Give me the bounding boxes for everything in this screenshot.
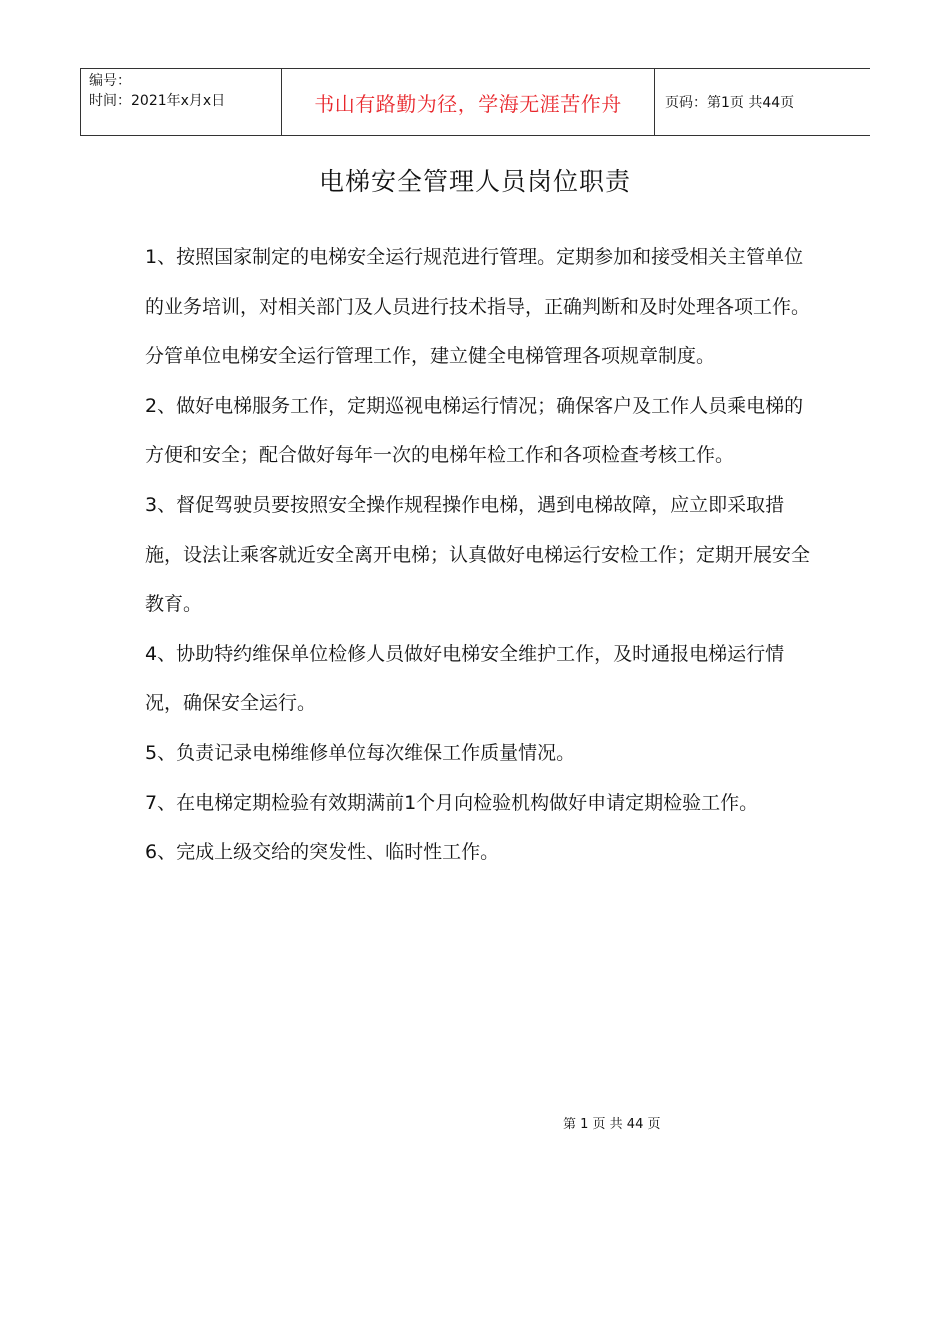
code-label: 编号： (89, 73, 131, 89)
paragraph-5: 5、负责记录电梯维修单位每次维保工作质量情况。 (145, 741, 576, 764)
paragraph-3: 3、督促驾驶员要按照安全操作规程操作电梯，遇到电梯故障，应立即采取措施，设法让乘客就近安全离开电梯；认真做好电梯运行安检工作；定期开展安全教育。 (145, 493, 811, 616)
document-title: 电梯安全管理人员岗位职责 (318, 167, 631, 196)
document-body (145, 233, 815, 878)
page-label: 页码：第1页 共44页 (665, 95, 795, 111)
time-label: 时间：2021年x月x日 (89, 93, 226, 109)
motto-text: 书山有路勤为径，学海无涯苦作舟 (314, 91, 622, 116)
footer-page-number: 第 1 页 共 44 页 (563, 1117, 661, 1132)
paragraph-4: 4、协助特约维保单位检修人员做好电梯安全维护工作，及时通报电梯运行情况，确保安全运行。 (145, 642, 785, 715)
paragraph-6: 6、完成上级交给的突发性、临时性工作。 (145, 841, 500, 864)
header-page-cell (655, 69, 870, 135)
paragraph-7: 7、在电梯定期检验有效期满前1个月向检验机构做好申请定期检验工作。 (145, 791, 759, 814)
header-meta-cell (81, 69, 282, 135)
header-table (80, 68, 870, 136)
paragraph-1: 1、按照国家制定的电梯安全运行规范进行管理。定期参加和接受相关主管单位的业务培训，对相关部门及人员进行技术指导，正确判断和及时处理各项工作。分管单位电梯安全运行管理工作，建立健全电梯管理各项规章制度。 (145, 246, 811, 368)
header-motto-cell (282, 69, 655, 135)
paragraph-2: 2、做好电梯服务工作，定期巡视电梯运行情况；确保客户及工作人员乘电梯的方便和安全；配合做好每年一次的电梯年检工作和各项检查考核工作。 (145, 394, 804, 467)
